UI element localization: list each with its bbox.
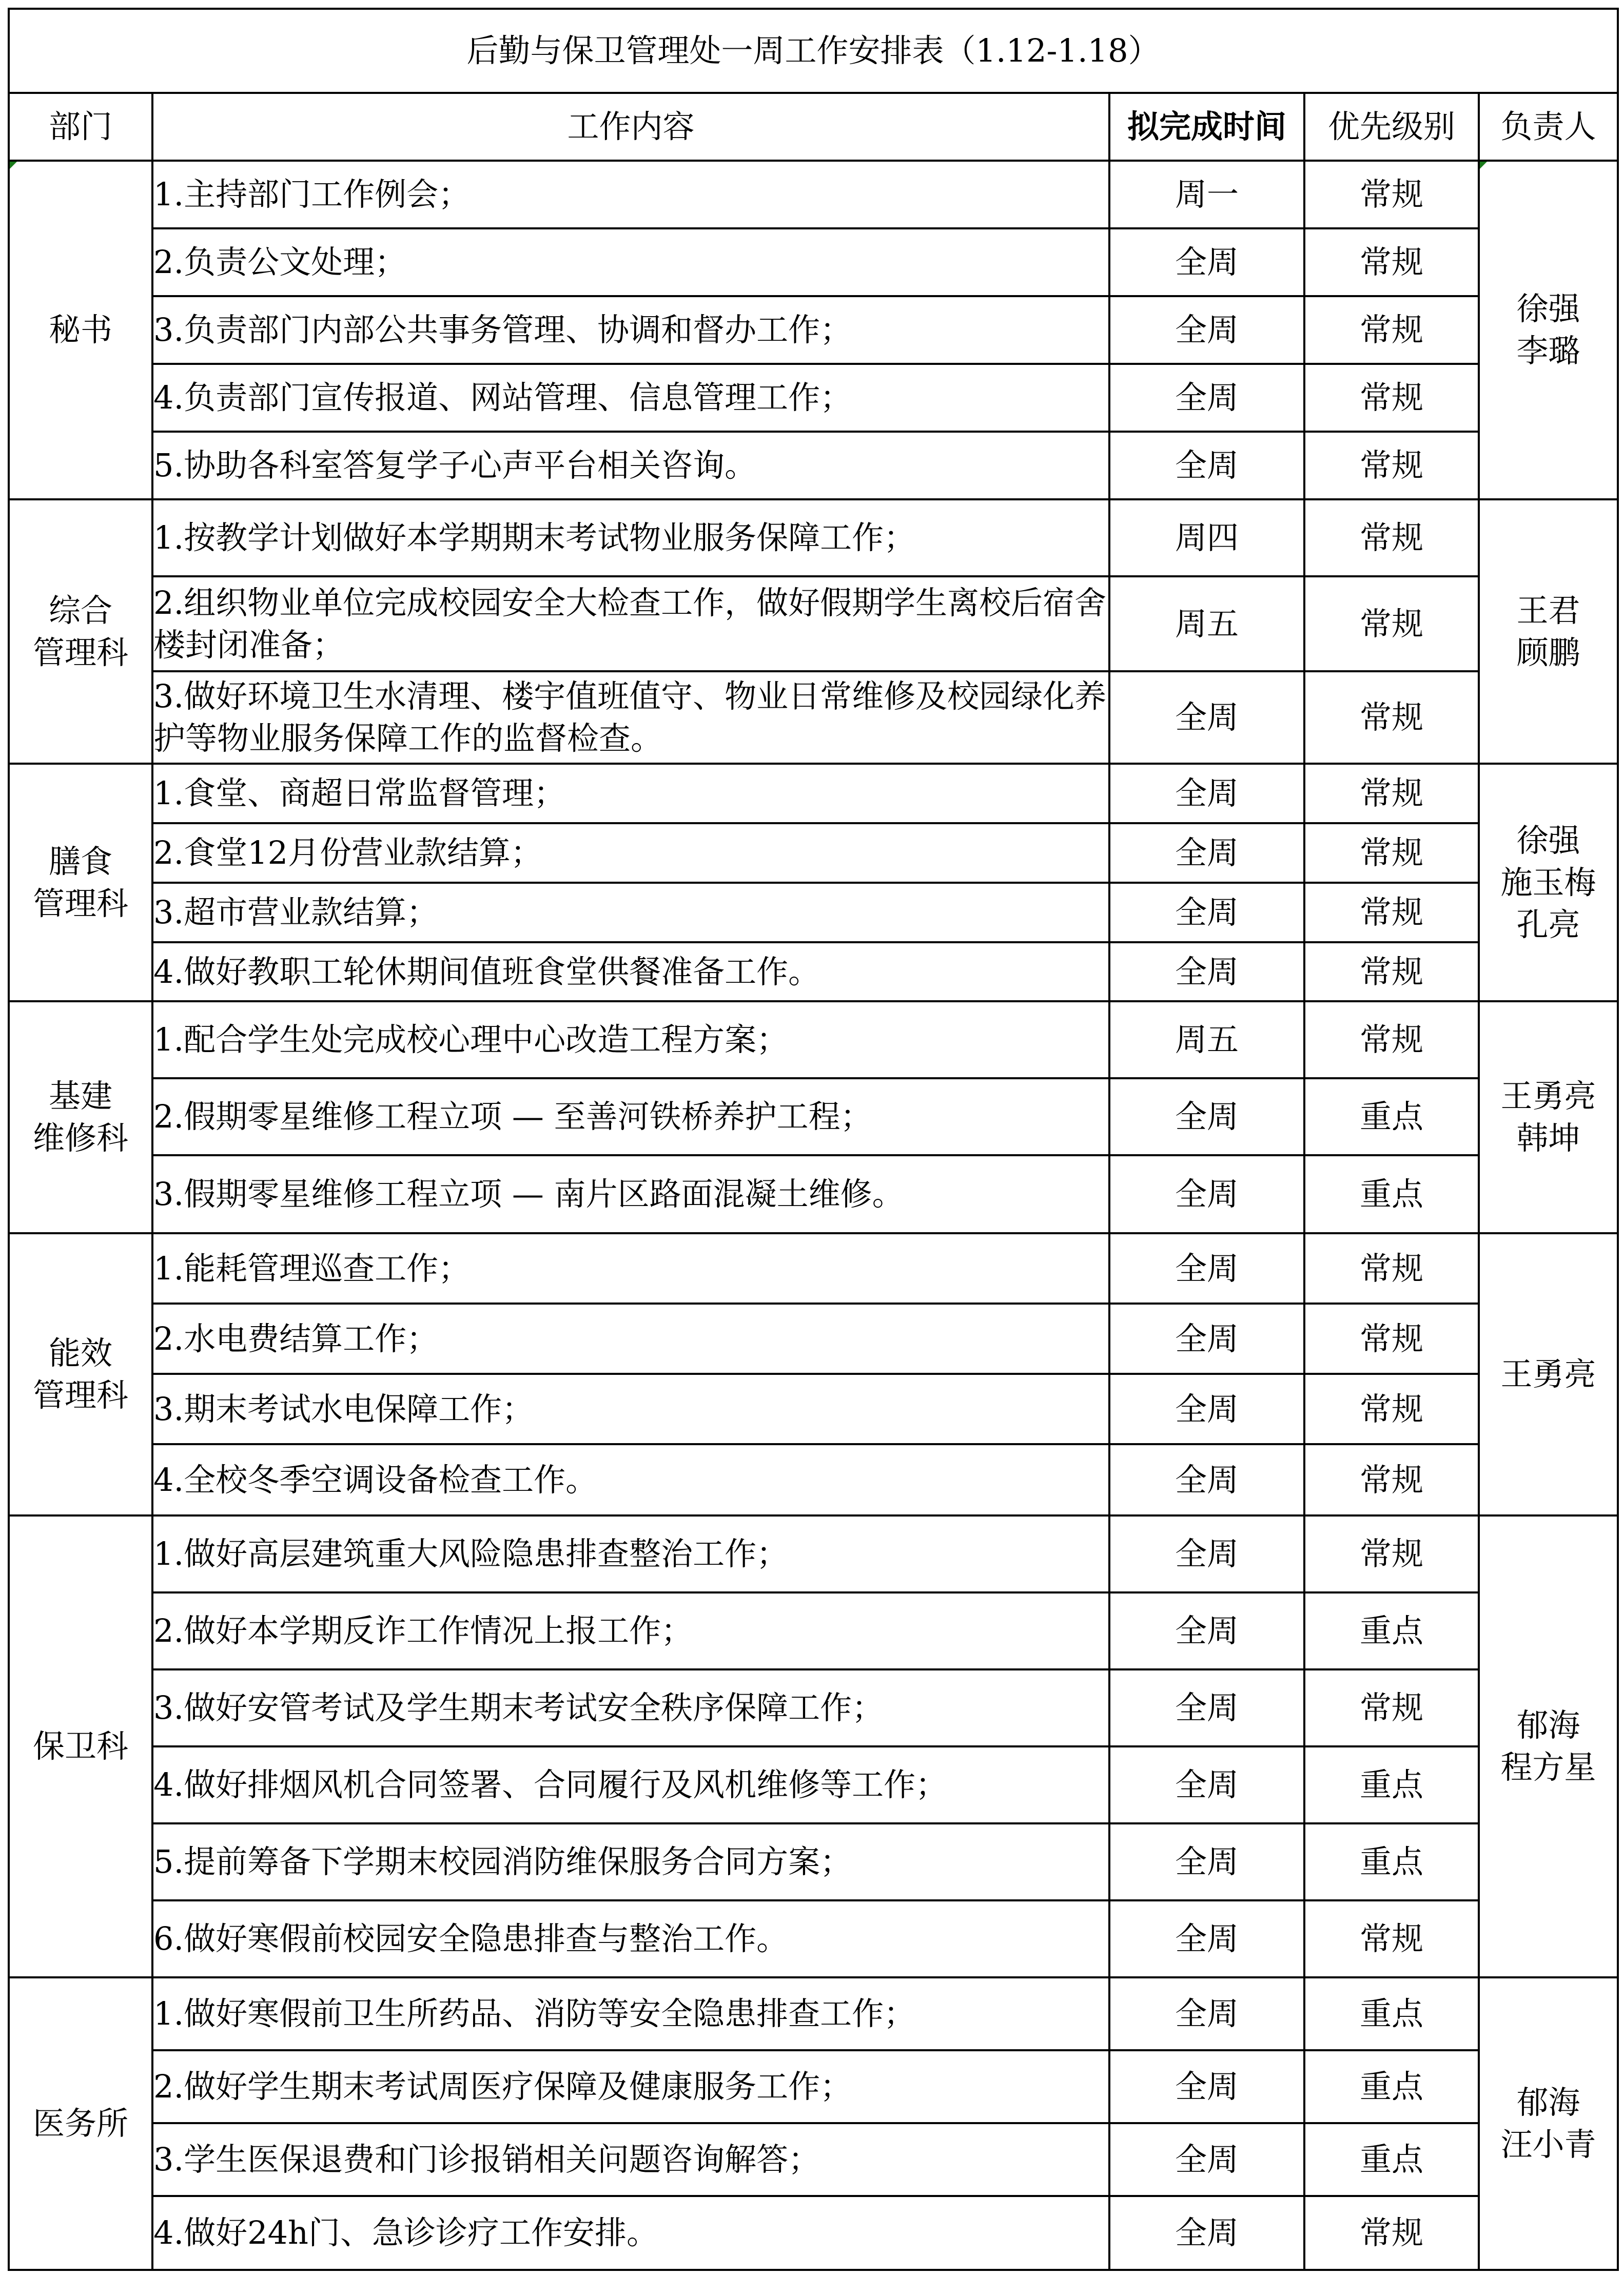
task-content: 2.组织物业单位完成校园安全大检查工作，做好假期学生离校后宿舍楼封闭准备； — [152, 576, 1109, 671]
title-row — [9, 9, 1618, 93]
dept-label: 综合 — [48, 591, 112, 629]
priority-level: 常规 — [1304, 1515, 1479, 1592]
person-name: 郁海 — [1516, 2084, 1580, 2121]
priority-level: 常规 — [1304, 576, 1479, 671]
due-time: 全周 — [1109, 2050, 1304, 2123]
dept-label: 基建 — [48, 1077, 112, 1115]
responsible-person-cell — [1479, 1977, 1618, 2270]
task-content: 3.期末考试水电保障工作； — [152, 1374, 1109, 1444]
task-content: 4.全校冬季空调设备检查工作。 — [152, 1444, 1109, 1515]
dept-label: 膳食 — [48, 842, 112, 880]
priority-level: 重点 — [1304, 2050, 1479, 2123]
table-row — [9, 1515, 1618, 1592]
due-time: 全周 — [1109, 1304, 1304, 1374]
task-content: 1.做好寒假前卫生所药品、消防等安全隐患排查工作； — [152, 1977, 1109, 2050]
cell-comment-marker-icon — [1480, 162, 1487, 169]
table-row — [9, 764, 1618, 823]
due-time: 全周 — [1109, 883, 1304, 942]
table-row — [9, 1900, 1618, 1977]
dept-label: 管理科 — [32, 1376, 128, 1414]
priority-level: 重点 — [1304, 1592, 1479, 1669]
person-name: 汪小青 — [1500, 2126, 1596, 2163]
priority-level: 重点 — [1304, 1155, 1479, 1233]
task-content: 1.做好高层建筑重大风险隐患排查整治工作； — [152, 1515, 1109, 1592]
table-row — [9, 1233, 1618, 1304]
table-row — [9, 2123, 1618, 2196]
priority-level: 常规 — [1304, 432, 1479, 499]
task-content: 2.负责公文处理； — [152, 228, 1109, 296]
work-schedule-table — [8, 8, 1619, 2271]
task-content: 2.食堂12月份营业款结算； — [152, 823, 1109, 883]
dept-label: 秘书 — [48, 311, 112, 348]
priority-level: 重点 — [1304, 1823, 1479, 1900]
table-row — [9, 2196, 1618, 2270]
dept-label: 保卫科 — [32, 1727, 128, 1765]
table-row — [9, 1001, 1618, 1078]
priority-level: 常规 — [1304, 1374, 1479, 1444]
table-row — [9, 1977, 1618, 2050]
table-row — [9, 364, 1618, 432]
task-content: 3.负责部门内部公共事务管理、协调和督办工作； — [152, 296, 1109, 364]
priority-level: 常规 — [1304, 823, 1479, 883]
task-content: 3.做好安管考试及学生期末考试安全秩序保障工作； — [152, 1669, 1109, 1746]
task-content: 4.做好排烟风机合同签署、合同履行及风机维修等工作； — [152, 1746, 1109, 1823]
due-time: 全周 — [1109, 764, 1304, 823]
due-time: 全周 — [1109, 1515, 1304, 1592]
priority-level: 常规 — [1304, 228, 1479, 296]
dept-cell — [9, 161, 152, 499]
dept-label: 医务所 — [32, 2105, 128, 2142]
due-time: 全周 — [1109, 1155, 1304, 1233]
priority-level: 常规 — [1304, 764, 1479, 823]
person-name: 王君 — [1516, 591, 1580, 629]
table-row — [9, 942, 1618, 1001]
priority-level: 常规 — [1304, 499, 1479, 576]
task-content: 4.负责部门宣传报道、网站管理、信息管理工作； — [152, 364, 1109, 432]
priority-level: 常规 — [1304, 1669, 1479, 1746]
priority-level: 重点 — [1304, 2123, 1479, 2196]
dept-label: 管理科 — [32, 884, 128, 922]
task-content: 2.做好本学期反诈工作情况上报工作； — [152, 1592, 1109, 1669]
person-name: 王勇亮 — [1500, 1355, 1596, 1393]
table-row — [9, 883, 1618, 942]
responsible-person-cell — [1479, 161, 1618, 499]
priority-level: 常规 — [1304, 1233, 1479, 1304]
priority-level: 常规 — [1304, 671, 1479, 764]
due-time: 周五 — [1109, 576, 1304, 671]
person-name: 李璐 — [1516, 332, 1580, 370]
due-time: 全周 — [1109, 1233, 1304, 1304]
task-content: 3.假期零星维修工程立项 — 南片区路面混凝土维修。 — [152, 1155, 1109, 1233]
responsible-person-cell — [1479, 1515, 1618, 1977]
header-person: 负责人 — [1479, 93, 1618, 161]
table-row — [9, 671, 1618, 764]
task-content: 5.协助各科室答复学子心声平台相关咨询。 — [152, 432, 1109, 499]
table-row — [9, 1746, 1618, 1823]
dept-label: 管理科 — [32, 633, 128, 671]
table-row — [9, 1823, 1618, 1900]
table-row — [9, 1669, 1618, 1746]
header-content: 工作内容 — [152, 93, 1109, 161]
due-time: 全周 — [1109, 942, 1304, 1001]
task-content: 1.食堂、商超日常监督管理； — [152, 764, 1109, 823]
task-content: 4.做好24h门、急诊诊疗工作安排。 — [152, 2196, 1109, 2270]
due-time: 全周 — [1109, 1592, 1304, 1669]
cell-comment-marker-icon — [10, 162, 17, 169]
table-row — [9, 823, 1618, 883]
responsible-person-cell — [1479, 764, 1618, 1001]
table-row — [9, 1374, 1618, 1444]
table-row — [9, 1444, 1618, 1515]
dept-cell — [9, 1977, 152, 2270]
person-name: 郁海 — [1516, 1706, 1580, 1744]
header-time: 拟完成时间 — [1109, 93, 1304, 161]
header-priority: 优先级别 — [1304, 93, 1479, 161]
dept-cell — [9, 764, 152, 1001]
dept-cell — [9, 1233, 152, 1515]
dept-cell — [9, 499, 152, 764]
due-time: 全周 — [1109, 1669, 1304, 1746]
dept-label: 维修科 — [32, 1119, 128, 1157]
task-content: 5.提前筹备下学期末校园消防维保服务合同方案； — [152, 1823, 1109, 1900]
person-name: 孔亮 — [1516, 905, 1580, 943]
person-name: 顾鹏 — [1516, 633, 1580, 671]
task-content: 1.能耗管理巡查工作； — [152, 1233, 1109, 1304]
table-row — [9, 228, 1618, 296]
table-row — [9, 1155, 1618, 1233]
due-time: 全周 — [1109, 1444, 1304, 1515]
responsible-person-cell — [1479, 1001, 1618, 1233]
priority-level: 常规 — [1304, 1304, 1479, 1374]
due-time: 全周 — [1109, 671, 1304, 764]
person-name: 徐强 — [1516, 821, 1580, 859]
due-time: 全周 — [1109, 432, 1304, 499]
table-row — [9, 576, 1618, 671]
task-content: 1.按教学计划做好本学期期末考试物业服务保障工作； — [152, 499, 1109, 576]
table-row — [9, 1304, 1618, 1374]
priority-level: 常规 — [1304, 1001, 1479, 1078]
priority-level: 常规 — [1304, 296, 1479, 364]
due-time: 周五 — [1109, 1001, 1304, 1078]
due-time: 全周 — [1109, 2196, 1304, 2270]
due-time: 全周 — [1109, 296, 1304, 364]
due-time: 周一 — [1109, 161, 1304, 228]
due-time: 全周 — [1109, 1823, 1304, 1900]
responsible-person-cell — [1479, 1233, 1618, 1515]
task-content: 2.假期零星维修工程立项 — 至善河铁桥养护工程； — [152, 1078, 1109, 1155]
table-row — [9, 1078, 1618, 1155]
table-row — [9, 499, 1618, 576]
table-row — [9, 296, 1618, 364]
due-time: 全周 — [1109, 1078, 1304, 1155]
priority-level: 常规 — [1304, 1444, 1479, 1515]
person-name: 韩坤 — [1516, 1119, 1580, 1157]
dept-label: 能效 — [48, 1334, 112, 1372]
priority-level: 常规 — [1304, 883, 1479, 942]
task-content: 4.做好教职工轮休期间值班食堂供餐准备工作。 — [152, 942, 1109, 1001]
dept-cell — [9, 1515, 152, 1977]
due-time: 全周 — [1109, 1374, 1304, 1444]
responsible-person-cell — [1479, 499, 1618, 764]
priority-level: 重点 — [1304, 1078, 1479, 1155]
task-content: 6.做好寒假前校园安全隐患排查与整治工作。 — [152, 1900, 1109, 1977]
task-content: 3.超市营业款结算； — [152, 883, 1109, 942]
due-time: 全周 — [1109, 823, 1304, 883]
dept-cell — [9, 1001, 152, 1233]
due-time: 全周 — [1109, 1977, 1304, 2050]
table-row — [9, 1592, 1618, 1669]
priority-level: 常规 — [1304, 1900, 1479, 1977]
priority-level: 常规 — [1304, 364, 1479, 432]
table-row — [9, 432, 1618, 499]
table-row — [9, 161, 1618, 228]
header-dept: 部门 — [9, 93, 152, 161]
person-name: 王勇亮 — [1500, 1077, 1596, 1115]
task-content: 2.做好学生期末考试周医疗保障及健康服务工作； — [152, 2050, 1109, 2123]
due-time: 全周 — [1109, 364, 1304, 432]
priority-level: 常规 — [1304, 942, 1479, 1001]
task-content: 3.做好环境卫生水清理、楼宇值班值守、物业日常维修及校园绿化养护等物业服务保障工作的监督检查。 — [152, 671, 1109, 764]
due-time: 全周 — [1109, 1746, 1304, 1823]
due-time: 全周 — [1109, 228, 1304, 296]
priority-level: 常规 — [1304, 161, 1479, 228]
person-name: 施玉梅 — [1500, 863, 1596, 901]
due-time: 全周 — [1109, 1900, 1304, 1977]
due-time: 周四 — [1109, 499, 1304, 576]
table-row — [9, 2050, 1618, 2123]
task-content: 3.学生医保退费和门诊报销相关问题咨询解答； — [152, 2123, 1109, 2196]
person-name: 徐强 — [1516, 290, 1580, 327]
due-time: 全周 — [1109, 2123, 1304, 2196]
header-row — [9, 93, 1618, 161]
person-name: 程方星 — [1500, 1748, 1596, 1786]
task-content: 1.主持部门工作例会； — [152, 161, 1109, 228]
task-content: 1.配合学生处完成校心理中心改造工程方案； — [152, 1001, 1109, 1078]
priority-level: 重点 — [1304, 1746, 1479, 1823]
task-content: 2.水电费结算工作； — [152, 1304, 1109, 1374]
priority-level: 重点 — [1304, 1977, 1479, 2050]
priority-level: 常规 — [1304, 2196, 1479, 2270]
sheet-title: 后勤与保卫管理处一周工作安排表（1.12-1.18） — [9, 9, 1618, 93]
